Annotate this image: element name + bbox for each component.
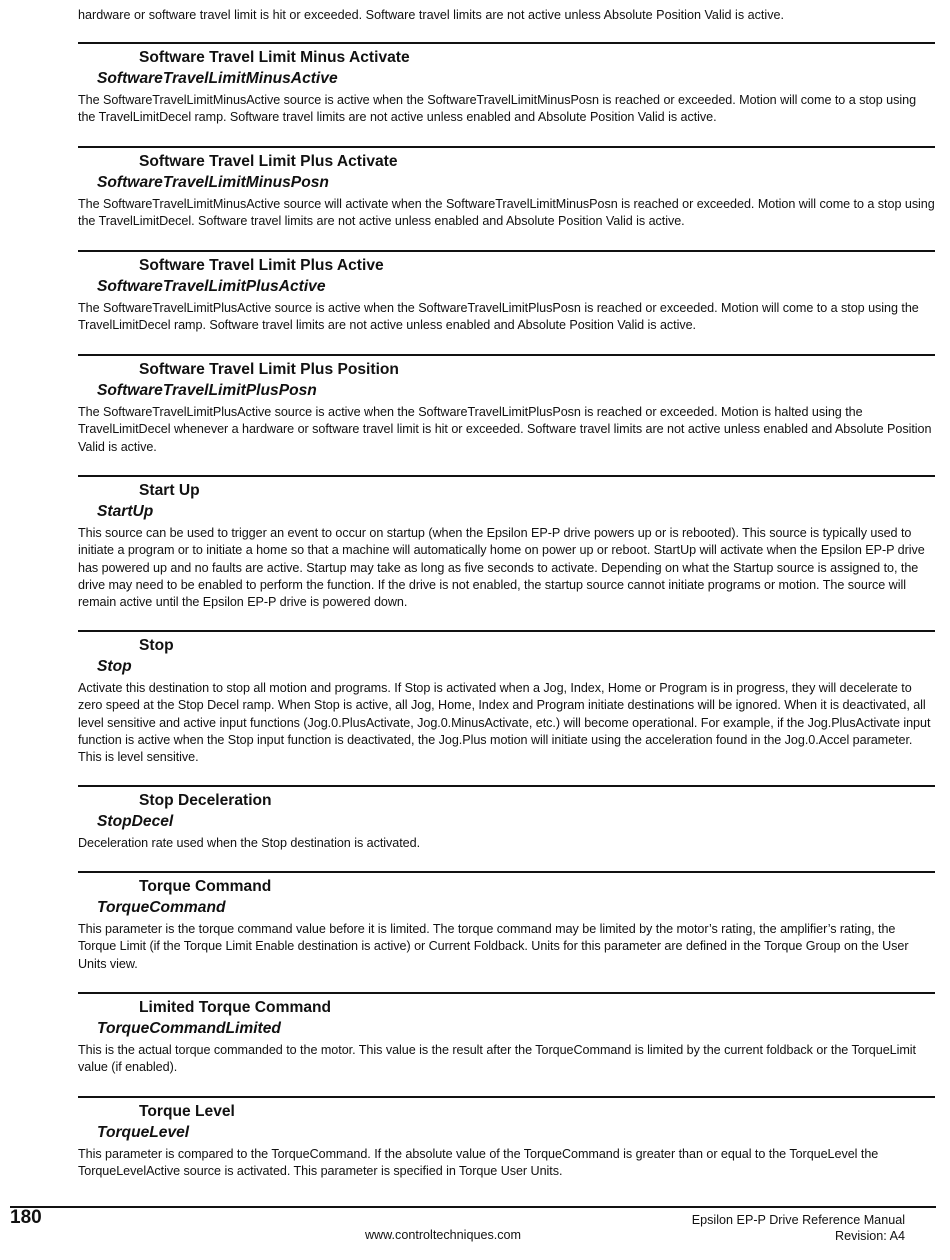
entry-title: Start Up: [139, 482, 200, 499]
entry-description: The SoftwareTravelLimitMinusActive source will activate when the SoftwareTravelLimitMinusPosn is reached or exceeded. Motion will come to a stop using the TravelLimitDecel. Software travel limits are not active unless enabled and Absolute Position Valid is active.: [78, 197, 935, 229]
entry-software-travel-limit-plus-activate: [78, 146, 935, 231]
entry-parameter-name: SoftwareTravelLimitMinusPosn: [97, 174, 329, 191]
entry-title: Software Travel Limit Plus Position: [139, 361, 399, 378]
entry-parameter-name: StartUp: [97, 503, 154, 520]
footer-revision: Revision: A4: [834, 1229, 905, 1243]
section-divider: [78, 42, 935, 44]
entry-description: The SoftwareTravelLimitPlusActive source is active when the SoftwareTravelLimitPlusPosn is reached or exceeded. Motion will come to a stop using the TravelLimitDecel ramp. Software travel limits are not active unless enabled and Absolute Position Valid is active.: [78, 301, 919, 333]
entry-parameter-name: TorqueLevel: [97, 1124, 190, 1141]
section-divider: [78, 1096, 935, 1098]
entry-torque-command: [78, 871, 935, 973]
section-divider: [78, 871, 935, 873]
section-divider: [78, 630, 935, 632]
section-divider: [78, 146, 935, 148]
entry-title: Software Travel Limit Plus Active: [139, 257, 384, 274]
entry-description: This is the actual torque commanded to the motor. This value is the result after the TorqueCommand is limited by the current foldback or the TorqueLimit value (if enabled).: [78, 1043, 917, 1075]
entry-title: Stop Deceleration: [139, 792, 272, 809]
entry-title: Stop: [139, 637, 174, 654]
section-divider: [78, 992, 935, 994]
entry-parameter-name: SoftwareTravelLimitMinusActive: [97, 70, 338, 87]
entry-description: Activate this destination to stop all motion and programs. If Stop is activated when a Jog, Index, Home or Program is in progress, they will decelerate to zero speed at the Stop Decel ramp. When Stop is active, all Jog, Home, Index and Program initiate destinations will be ignored. When it is deactivated, all level sensitive and active input functions (Jog.0.PlusActivate, Jog.0.MinusActivate, etc.) will become operational. For example, if the Jog.PlusActivate input function is active when the Stop input function is deactivated, the Jog.Plus motion will initiate using the acceleration found in the Jog.0.Accel parameter. This is level sensitive.: [78, 681, 931, 765]
entry-title: Torque Command: [139, 878, 272, 895]
footer-manual-title: Epsilon EP-P Drive Reference Manual: [691, 1213, 905, 1227]
entry-start-up: [78, 475, 935, 611]
entry-parameter-name: Stop: [97, 658, 132, 675]
footer-divider: [10, 1206, 936, 1208]
entry-description: The SoftwareTravelLimitPlusActive source is active when the SoftwareTravelLimitPlusPosn is reached or exceeded. Motion is halted using the TravelLimitDecel whenever a hardware or software travel limit is hit or exceeded. Software travel limits are not active unless enabled and Absolute Position Valid is active.: [78, 405, 932, 454]
entry-title: Limited Torque Command: [139, 999, 332, 1016]
entry-torque-level: [78, 1096, 935, 1181]
entry-description: Deceleration rate used when the Stop destination is activated.: [78, 836, 421, 850]
section-divider: [78, 250, 935, 252]
entry-parameter-name: TorqueCommand: [97, 899, 226, 916]
entry-title: Software Travel Limit Minus Activate: [139, 49, 410, 66]
entry-description: The SoftwareTravelLimitMinusActive source is active when the SoftwareTravelLimitMinusPosn is reached or exceeded. Motion will come to a stop using the TravelLimitDecel ramp. Software travel limits are not active unless enabled and Absolute Position Valid is active.: [78, 93, 917, 125]
footer-website: www.controltechniques.com: [364, 1228, 522, 1242]
entry-title: Software Travel Limit Plus Activate: [139, 153, 398, 170]
section-divider: [78, 785, 935, 787]
entry-software-travel-limit-plus-active: [78, 250, 935, 335]
entry-parameter-name: TorqueCommandLimited: [97, 1020, 281, 1037]
entry-parameter-name: SoftwareTravelLimitPlusActive: [97, 278, 326, 295]
entry-description: This source can be used to trigger an event to occur on startup (when the Epsilon EP-P drive powers up or is rebooted). This source is typically used to initiate a program or to initiate a home so that a machine will automatically home on power up or reboot. StartUp will activate when the Epsilon EP-P drive has powered up and no faults are active. Startup may take as long as five seconds to activate. Depending on what the Startup source is assigned to, the drive may need to be enabled to perform the function. If the drive is not enabled, the startup source cannot initiate programs or motion. The source will remain active until the Epsilon EP-P drive is powered down.: [78, 526, 925, 610]
entry-description: This parameter is compared to the TorqueCommand. If the absolute value of the TorqueCommand is greater than or equal to the TorqueLevel the TorqueLevelActive source is activated. This parameter is specified in Torque User Units.: [78, 1147, 879, 1179]
entry-software-travel-limit-minus-activate: [78, 42, 935, 127]
entry-limited-torque-command: [78, 992, 935, 1077]
continued-paragraph: hardware or software travel limit is hit or exceeded. Software travel limits are not active unless Absolute Position Valid is active.: [78, 8, 785, 22]
entry-stop: [78, 630, 935, 766]
entry-title: Torque Level: [139, 1103, 235, 1120]
entry-stop-deceleration: [78, 785, 935, 852]
entry-software-travel-limit-plus-position: [78, 354, 935, 456]
page-number: 180: [10, 1207, 42, 1228]
section-divider: [78, 475, 935, 477]
section-divider: [78, 354, 935, 356]
entry-parameter-name: StopDecel: [97, 813, 174, 830]
entry-parameter-name: SoftwareTravelLimitPlusPosn: [97, 382, 317, 399]
entry-description: This parameter is the torque command value before it is limited. The torque command may be limited by the motor’s rating, the amplifier’s rating, the Torque Limit (if the Torque Limit Enable destination is active) or Current Foldback. Units for this parameter are defined in the Torque Group on the User Units view.: [78, 922, 909, 971]
